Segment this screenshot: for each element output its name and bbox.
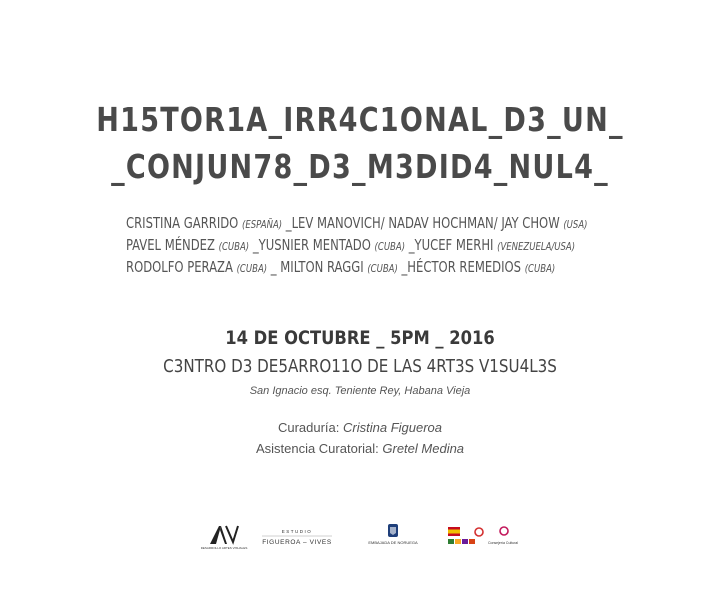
artist-country: (ESPAÑA) bbox=[242, 218, 283, 231]
event-venue: C3NTRO D3 DE5ARRO11O DE LAS 4RT3S V1SU4L3S bbox=[163, 356, 557, 377]
assist-name: Gretel Medina bbox=[382, 441, 465, 456]
fv-logo-main: FIGUEROA – VIVES bbox=[262, 539, 332, 546]
artist-name: RODOLFO PERAZA bbox=[126, 258, 237, 276]
av-logo bbox=[200, 524, 248, 550]
title-line-1: H15TOR1A_IRR4C1ONAL_D3_UN_ bbox=[96, 100, 624, 139]
artist-country: (CUBA) bbox=[236, 262, 268, 275]
assistant-credit bbox=[0, 441, 720, 456]
emb-logo-text: EMBAJADA DE NORUEGA bbox=[368, 540, 418, 545]
assist-label: Asistencia Curatorial: bbox=[255, 441, 383, 456]
artist-country: (CUBA) bbox=[524, 262, 556, 275]
artist-name: _YUCEF MERHI bbox=[405, 236, 498, 254]
artist-name: _ MILTON RAGGI bbox=[267, 258, 368, 276]
artist-country: (CUBA) bbox=[367, 262, 398, 275]
artist-country: (CUBA) bbox=[374, 240, 406, 253]
title-line-2: _CONJUN78_D3_M3DID4_NUL4_ bbox=[111, 147, 609, 186]
event-date: 14 DE OCTUBRE _ 5PM _ 2016 bbox=[225, 327, 495, 349]
artist-country: (CUBA) bbox=[218, 240, 250, 253]
curatorship-name: Cristina Figueroa bbox=[343, 420, 443, 435]
curatorship-label: Curaduría: bbox=[277, 420, 344, 435]
artist-name: _YUSNIER MENTADO bbox=[249, 236, 375, 254]
event-address: San Ignacio esq. Teniente Rey, Habana Vieja bbox=[249, 385, 471, 397]
cc-logo-text: Consejería Cultural bbox=[488, 541, 518, 545]
figueroa-vives-logo bbox=[258, 527, 336, 549]
artists-line-3 bbox=[126, 256, 556, 280]
artist-name: CRISTINA GARRIDO bbox=[126, 214, 243, 232]
artist-name: _LEV MANOVICH/ NADAV HOCHMAN/ JAY CHOW bbox=[282, 214, 564, 232]
artist-country: (VENEZUELA/USA) bbox=[497, 240, 576, 253]
artist-country: (USA) bbox=[563, 218, 588, 231]
av-logo-text: DESARROLLO ARTES VISUALES bbox=[200, 546, 248, 550]
c-logo-icon bbox=[475, 528, 483, 536]
curatorship-credit bbox=[0, 420, 720, 435]
artist-name: PAVEL MÉNDEZ bbox=[126, 236, 219, 254]
artists-line-2 bbox=[126, 234, 576, 258]
consejeria-cultural-logo bbox=[447, 525, 518, 549]
artists-line-1 bbox=[126, 212, 588, 236]
norway-embassy-logo bbox=[364, 522, 422, 550]
artist-name: _HÉCTOR REMEDIOS bbox=[397, 258, 525, 276]
fv-logo-top: ESTUDIO bbox=[281, 529, 313, 534]
